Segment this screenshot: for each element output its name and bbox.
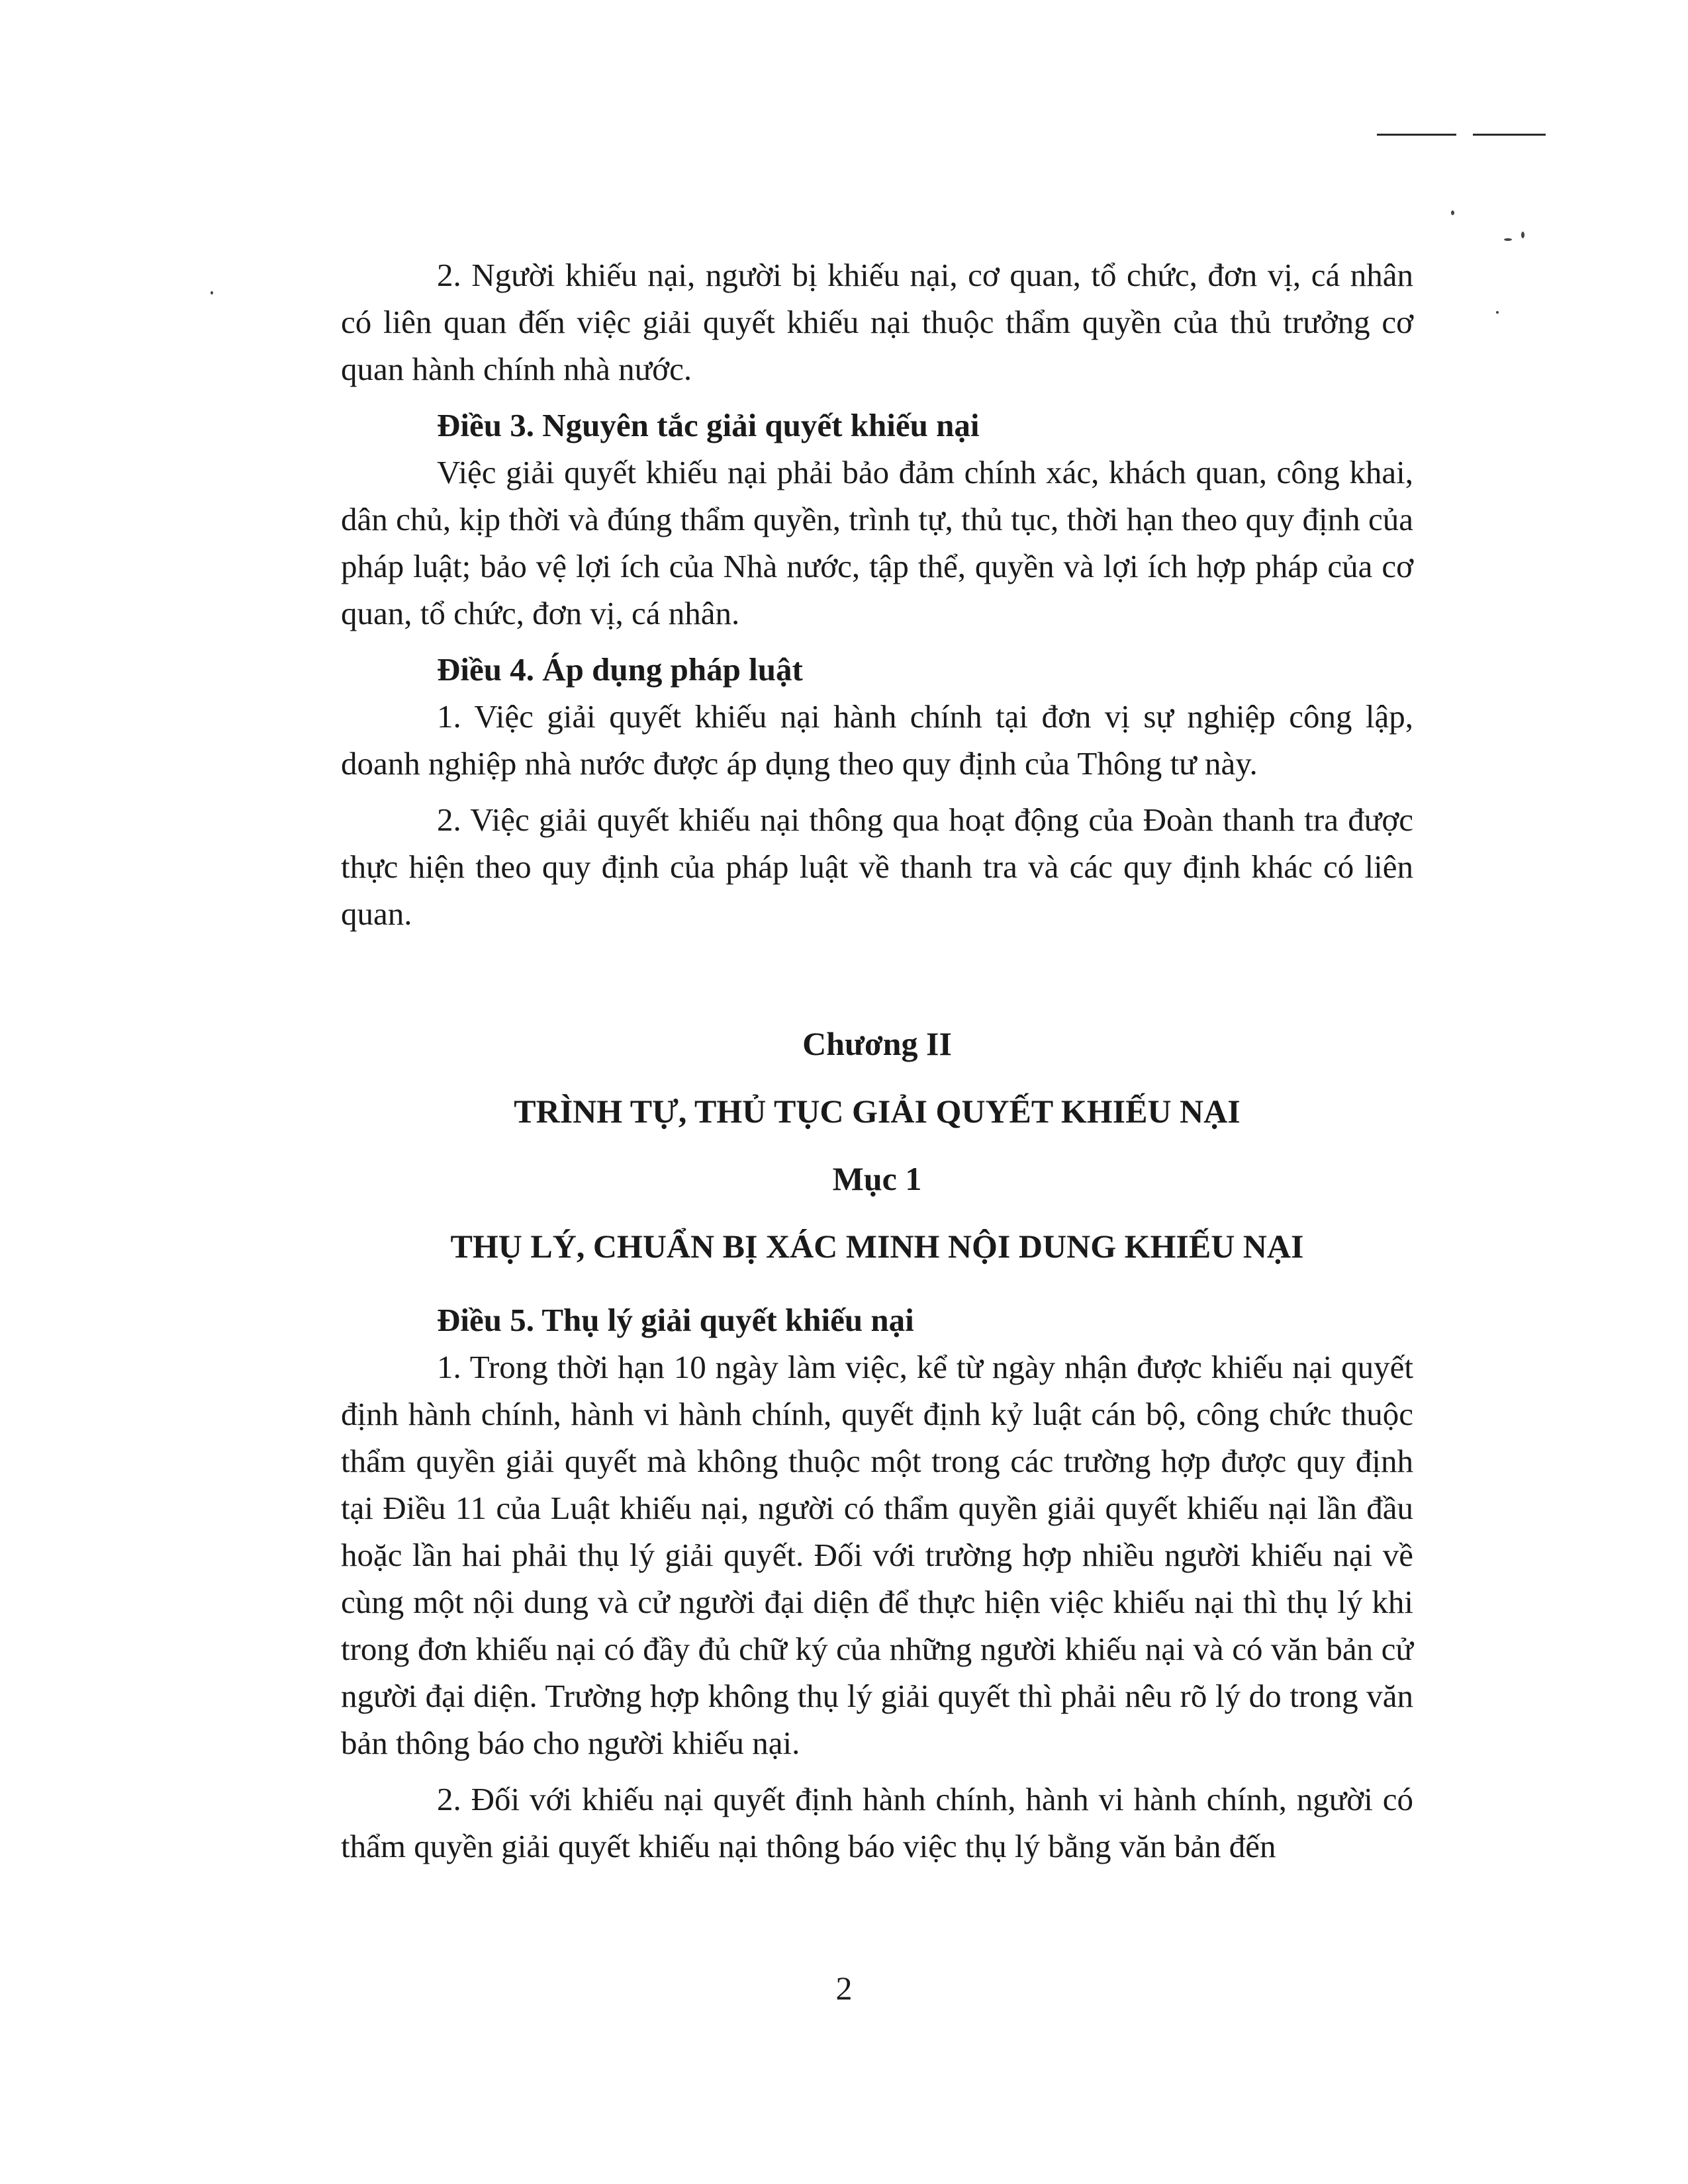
- chapter-label: Chương II: [802, 1025, 952, 1062]
- article-4-clause-2: 2. Việc giải quyết khiếu nại thông qua hoạt động của Đoàn thanh tra được thực hiện theo quy định của pháp luật về thanh tra và các quy định khác có liên quan.: [341, 801, 1413, 932]
- scan-speck: [1521, 232, 1524, 238]
- chapter-title: TRÌNH TỰ, THỦ TỤC GIẢI QUYẾT KHIẾU NẠI: [514, 1093, 1241, 1130]
- scan-speck: [1496, 311, 1499, 314]
- document-body: [341, 251, 1413, 1870]
- paragraph-dieu2-clause2: 2. Người khiếu nại, người bị khiếu nại, cơ quan, tổ chức, đơn vị, cá nhân có liên quan đến việc giải quyết khiếu nại thuộc thẩm quyền của thủ trưởng cơ quan hành chính nhà nước.: [341, 257, 1413, 387]
- article-5-title: Điều 5. Thụ lý giải quyết khiếu nại: [437, 1302, 914, 1338]
- article-4-title: Điều 4. Áp dụng pháp luật: [437, 651, 803, 688]
- scan-speck: [1451, 210, 1454, 215]
- article-3-title: Điều 3. Nguyên tắc giải quyết khiếu nại: [437, 407, 980, 443]
- article-5-clause-1: 1. Trong thời hạn 10 ngày làm việc, kể từ ngày nhận được khiếu nại quyết định hành chính, hành vi hành chính, quyết định kỷ luật cán bộ, công chức thuộc thẩm quyền giải quyết mà không thuộc một trong các trường hợp được quy định tại Điều 11 của Luật khiếu nại, người có thẩm quyền giải quyết khiếu nại lần đầu hoặc lần hai phải thụ lý giải quyết. Đối với trường hợp nhiều người khiếu nại về cùng một nội dung và cử người đại diện để thực hiện việc khiếu nại thì thụ lý khi trong đơn khiếu nại có đầy đủ chữ ký của những người khiếu nại và có văn bản cử người đại diện. Trường hợp không thụ lý giải quyết thì phải nêu rõ lý do trong văn bản thông báo cho người khiếu nại.: [341, 1349, 1413, 1761]
- scan-speck: [1504, 238, 1512, 241]
- scan-speck: [211, 291, 213, 295]
- header-rule: [1473, 134, 1546, 136]
- article-3-text: Việc giải quyết khiếu nại phải bảo đảm chính xác, khách quan, công khai, dân chủ, kịp thời và đúng thẩm quyền, trình tự, thủ tục, thời hạn theo quy định của pháp luật; bảo vệ lợi ích của Nhà nước, tập thể, quyền và lợi ích hợp pháp của cơ quan, tổ chức, đơn vị, cá nhân.: [341, 454, 1413, 631]
- section-title: THỤ LÝ, CHUẨN BỊ XÁC MINH NỘI DUNG KHIẾU NẠI: [450, 1228, 1304, 1265]
- article-5-clause-2: 2. Đối với khiếu nại quyết định hành chính, hành vi hành chính, người có thẩm quyền giải quyết khiếu nại thông báo việc thụ lý bằng văn bản đến: [341, 1781, 1413, 1864]
- page-number: 2: [835, 1970, 853, 2007]
- header-rule: [1377, 134, 1456, 136]
- section-label: Mục 1: [832, 1160, 922, 1197]
- article-4-clause-1: 1. Việc giải quyết khiếu nại hành chính tại đơn vị sự nghiệp công lập, doanh nghiệp nhà nước được áp dụng theo quy định của Thông tư này.: [341, 698, 1413, 782]
